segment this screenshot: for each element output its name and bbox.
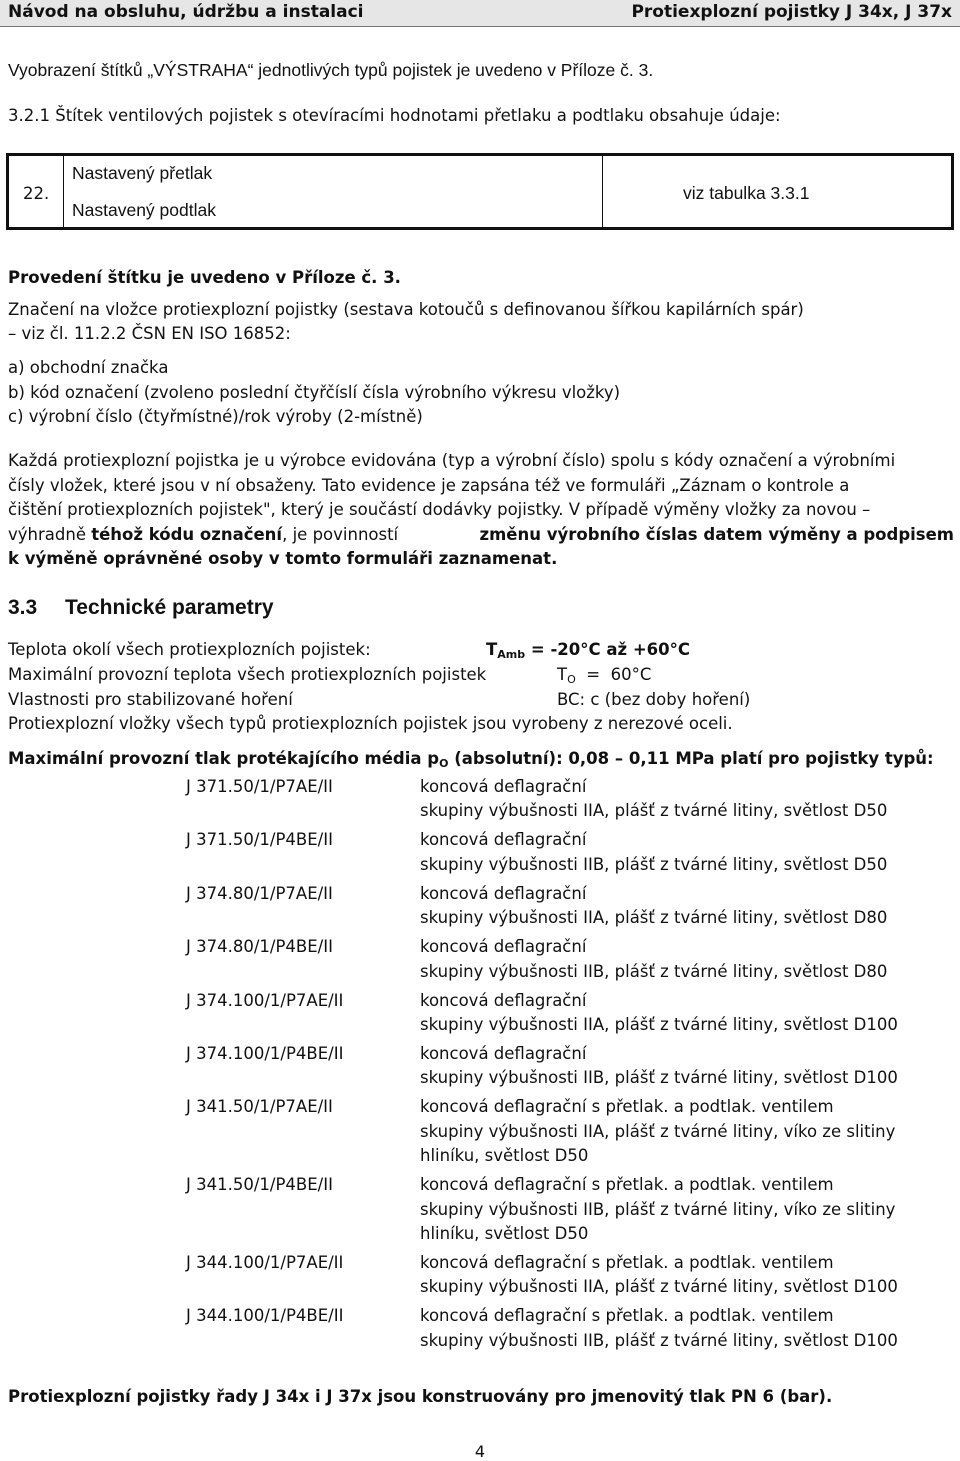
header-product-title: Protiexplozní pojistky J 34x, J 37x — [631, 2, 952, 22]
evidence-duty: , je povinností — [282, 525, 399, 544]
evidence-line-3: čištění protiexplozních pojistek", který je součástí dodávky pojistky. V případě výměny vložky za novou – — [8, 500, 871, 519]
marking-item-b: b) kód označení (zvoleno poslední čtyřčíslí čísla výrobního výkresu vložky) — [8, 383, 621, 402]
product-description-line: skupiny výbušnosti IIA, plášť z tvárné litiny, světlost D80 — [420, 908, 888, 928]
footer-note: Protiexplozní pojistky řady J 34x i J 37x jsou konstruovány pro jmenovitý tlak PN 6 (bar). — [8, 1387, 833, 1406]
section-heading — [8, 596, 274, 620]
label-table — [6, 153, 954, 230]
product-description — [420, 1175, 954, 1248]
product-code: J 371.50/1/P7AE/II — [186, 777, 333, 796]
product-description-line: koncová deflagrační — [420, 777, 587, 796]
product-description-line: koncová deflagrační s přetlak. a podtlak. ventilem — [420, 1175, 834, 1195]
product-description — [420, 1306, 954, 1355]
page-header — [0, 0, 960, 27]
product-description-line: koncová deflagrační — [420, 883, 587, 903]
section-title: Technické parametry — [65, 596, 274, 619]
product-code: J 341.50/1/P7AE/II — [186, 1097, 333, 1117]
product-description — [420, 937, 954, 986]
param-burning-label: Vlastnosti pro stabilizované hoření — [8, 690, 293, 709]
product-description-line: koncová deflagrační — [420, 830, 587, 850]
param-ambient-value: $T_{Amb} = -20^\circ C$ až +60°C — [486, 640, 690, 661]
product-description-line: koncová deflagrační — [420, 990, 587, 1010]
product-description-line: skupiny výbušnosti IIB, plášť z tvárné litiny, světlost D50 — [420, 854, 888, 874]
product-description-line: skupiny výbušnosti IIB, plášť z tvárné litiny, víko ze slitiny — [420, 1199, 896, 1219]
marking-line-1: Značení na vložce protiexplozní pojistky (sestava kotoučů s definovanou šířkou kapilárních spár) — [8, 300, 804, 319]
product-description-line: skupiny výbušnosti IIB, plášť z tvárné litiny, světlost D80 — [420, 961, 888, 981]
param-material: Protiexplozní vložky všech typů protiexplozních pojistek jsou vyrobeny z nerezové oceli. — [8, 714, 733, 733]
product-code: J 344.100/1/P4BE/II — [186, 1306, 344, 1326]
product-description — [420, 884, 954, 933]
param-ambient-label: Teplota okolí všech protiexplozních pojistek: — [8, 640, 371, 659]
product-description-line: skupiny výbušnosti IIA, plášť z tvárné litiny, víko ze slitiny — [420, 1121, 896, 1141]
product-description-line: hliníku, světlost D50 — [420, 1223, 589, 1243]
evidence-line-1: Každá protiexplozní pojistka je u výrobce evidována (typ a výrobní číslo) spolu s kódy označení a výrobními — [8, 451, 896, 470]
product-code: J 374.80/1/P7AE/II — [186, 883, 333, 903]
evidence-line-5: k výměně oprávněné osoby v tomto formuláři zaznamenat. — [8, 549, 558, 568]
product-description-line: skupiny výbušnosti IIA, plášť z tvárné litiny, světlost D100 — [420, 1014, 898, 1034]
evidence-same-code: téhož kódu označení — [91, 525, 283, 544]
marking-item-a: a) obchodní značka — [8, 358, 169, 377]
product-description-line: koncová deflagrační — [420, 1044, 587, 1063]
param-burning-value: BC: c (bez doby hoření) — [557, 690, 751, 709]
label-table-number: 22. — [23, 184, 50, 203]
marking-line-2: – viz čl. 11.2.2 ČSN EN ISO 16852: — [8, 324, 291, 343]
marking-item-c: c) výrobní číslo (čtyřmístné)/rok výroby (2-místně) — [8, 407, 423, 426]
product-description-line: hliníku, světlost D50 — [420, 1146, 589, 1166]
intro-line: Vyobrazení štítků „VÝSTRAHA“ jednotlivých typů pojistek je uvedeno v Příloze č. 3. — [8, 60, 654, 80]
pressure-heading: Maximální provozní tlak protékajícího média $p_O$ (absolutní): 0,08 – 0,11 MPa platí pro pojistky typů: — [8, 749, 934, 770]
product-code: J 341.50/1/P4BE/II — [186, 1175, 333, 1195]
product-code: J 374.100/1/P4BE/II — [186, 1044, 344, 1063]
product-description — [420, 1097, 954, 1170]
product-description — [420, 830, 954, 879]
label-table-underpressure: Nastavený podtlak — [72, 200, 216, 220]
product-code: J 371.50/1/P4BE/II — [186, 830, 333, 850]
product-description — [420, 1253, 954, 1302]
product-description-line: koncová deflagrační s přetlak. a podtlak. ventilem — [420, 1306, 834, 1326]
product-description — [420, 991, 954, 1040]
param-max-temp-label: Maximální provozní teplota všech protiexplozních pojistek — [8, 665, 487, 684]
subsection-title: 3.2.1 Štítek ventilových pojistek s otevíracími hodnotami přetlaku a podtlaku obsahuje údaje: — [8, 106, 781, 125]
page-number: 4 — [474, 1442, 486, 1461]
param-max-temp-value: $T_O = 60^\circ C$ — [557, 665, 652, 686]
label-table-number-cell — [9, 156, 64, 227]
header-manual-title: Návod na obsluhu, údržbu a instalaci — [8, 2, 364, 22]
product-description-line: koncová deflagrační s přetlak. a podtlak. ventilem — [420, 1253, 834, 1272]
label-table-fields-cell — [64, 156, 603, 227]
product-code: J 374.100/1/P7AE/II — [186, 990, 344, 1010]
evidence-record-change: změnu výrobního číslas datem výměny a podpisem — [479, 525, 954, 544]
product-description-line: skupiny výbušnosti IIB, plášť z tvárné litiny, světlost D100 — [420, 1068, 898, 1088]
product-description-line: skupiny výbušnosti IIB, plášť z tvárné litiny, světlost D100 — [420, 1330, 898, 1350]
section-number: 3.3 — [8, 596, 38, 619]
label-table-value: viz tabulka 3.3.1 — [683, 183, 810, 203]
label-table-overpressure: Nastavený přetlak — [72, 163, 213, 183]
product-description-line: koncová deflagrační — [420, 937, 587, 957]
product-description-line: koncová deflagrační s přetlak. a podtlak. ventilem — [420, 1097, 834, 1117]
product-description — [420, 1044, 954, 1093]
product-description-line: skupiny výbušnosti IIA, plášť z tvárné litiny, světlost D50 — [420, 801, 888, 821]
evidence-line-2: čísly vložek, které jsou v ní obsaženy. Tato evidence je zapsána též ve formuláři „Záznam o kontrole a — [8, 476, 850, 495]
product-code: J 344.100/1/P7AE/II — [186, 1253, 344, 1272]
label-appendix-note: Provedení štítku je uvedeno v Příloze č. 3. — [8, 268, 401, 287]
evidence-exclusively: výhradně — [8, 525, 92, 544]
evidence-line-4 — [8, 525, 954, 544]
product-description — [420, 777, 954, 826]
product-code: J 374.80/1/P4BE/II — [186, 937, 333, 957]
product-description-line: skupiny výbušnosti IIA, plášť z tvárné litiny, světlost D100 — [420, 1277, 898, 1297]
